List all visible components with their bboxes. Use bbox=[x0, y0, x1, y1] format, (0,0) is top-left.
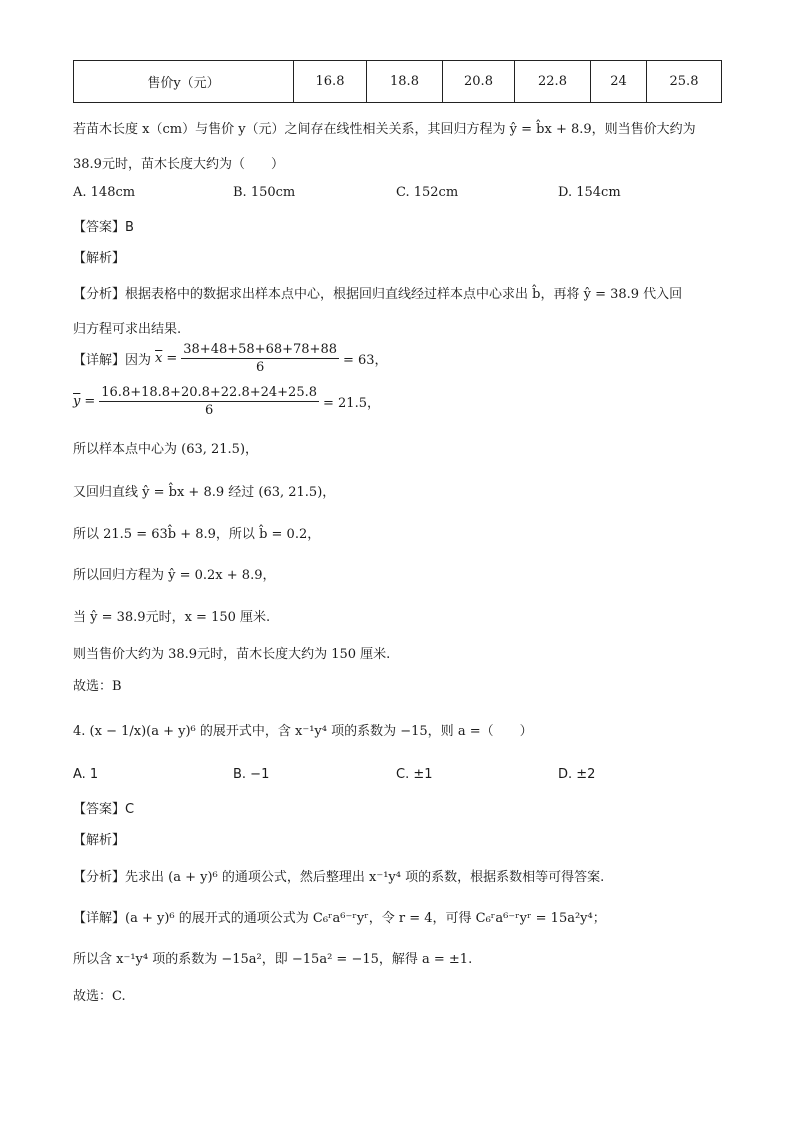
ybar-symbol: $\overline{y}$ bbox=[73, 394, 81, 409]
xbar-numerator: 38+48+58+68+78+88 bbox=[183, 342, 337, 357]
xbar-symbol: $\overline{x}$ bbox=[155, 351, 163, 366]
q4-option-c: C. ±1 bbox=[396, 767, 433, 782]
q4-option-d: D. ±2 bbox=[558, 767, 596, 782]
q3-when-line: 当 ŷ = 38.9元时，x = 150 厘米. bbox=[73, 610, 271, 625]
q3-analysis-line2: 归方程可求出结果. bbox=[73, 322, 182, 337]
q3-equation-line: 所以回归方程为 ŷ = 0.2x + 8.9， bbox=[73, 568, 276, 583]
q4-jiexi-label: 【解析】 bbox=[73, 833, 126, 848]
q4-analysis: 【分析】先求出 (a + y)⁶ 的通项公式，然后整理出 x⁻¹y⁴ 项的系数，根据系数相等可得答案. bbox=[73, 870, 605, 885]
q3-stem-line1: 若苗木长度 x（cm）与售价 y（元）之间存在线性相关关系，其回归方程为 ŷ = b̂x + 8.9，则当售价大约为 bbox=[73, 122, 696, 137]
table-cell: 25.8 bbox=[647, 61, 722, 103]
price-table bbox=[73, 60, 722, 103]
q3-analysis-line1: 【分析】根据表格中的数据求出样本点中心，根据回归直线经过样本点中心求出 b̂，再将 ŷ = 38.9 代入回 bbox=[73, 287, 683, 302]
q3-answer: 【答案】B bbox=[73, 220, 134, 235]
equals-sign: = bbox=[166, 351, 178, 366]
xbar-result: = 63， bbox=[342, 353, 388, 368]
ybar-fraction bbox=[99, 385, 319, 418]
ybar-numerator: 16.8+18.8+20.8+22.8+24+25.8 bbox=[101, 385, 317, 400]
q4-option-a: A. 1 bbox=[73, 767, 99, 782]
xbar-denominator: 6 bbox=[255, 360, 265, 375]
q3-center-line: 所以样本点中心为 (63, 21.5)， bbox=[73, 442, 259, 457]
table-cell: 20.8 bbox=[443, 61, 515, 103]
q4-option-b: B. −1 bbox=[233, 767, 270, 782]
q3-option-b: B. 150cm bbox=[233, 185, 296, 200]
q3-jiexi-label: 【解析】 bbox=[73, 251, 126, 266]
q3-conclusion-line: 则当售价大约为 38.9元时，苗木长度大约为 150 厘米. bbox=[73, 647, 391, 662]
q3-option-d: D. 154cm bbox=[558, 185, 621, 200]
table-cell: 24 bbox=[591, 61, 647, 103]
q3-choose-line: 故选：B bbox=[73, 679, 122, 694]
xbar-fraction bbox=[181, 342, 339, 375]
ybar-formula bbox=[73, 385, 380, 418]
table-cell: 18.8 bbox=[367, 61, 443, 103]
q4-coefficient-line: 所以含 x⁻¹y⁴ 项的系数为 −15a²，即 −15a² = −15，解得 a = ±1. bbox=[73, 952, 473, 967]
q3-solve-line: 所以 21.5 = 63b̂ + 8.9，所以 b̂ = 0.2， bbox=[73, 527, 321, 542]
q4-detail: 【详解】(a + y)⁶ 的展开式的通项公式为 C₆ʳa⁶⁻ʳyʳ，令 r = 4，可得 C₆ʳa⁶⁻ʳyʳ = 15a²y⁴； bbox=[73, 911, 606, 926]
q3-stem-line2: 38.9元时，苗木长度大约为（ ） bbox=[73, 157, 284, 172]
q4-choose-line: 故选：C. bbox=[73, 989, 126, 1004]
q3-option-c: C. 152cm bbox=[396, 185, 459, 200]
table-header-cell: 售价y（元） bbox=[74, 61, 294, 103]
detail-label: 【详解】因为 bbox=[73, 353, 152, 368]
table-cell: 16.8 bbox=[294, 61, 367, 103]
q4-stem: 4. (x − 1/x)(a + y)⁶ 的展开式中，含 x⁻¹y⁴ 项的系数为 −15，则 a =（ ） bbox=[73, 724, 533, 739]
table-row bbox=[74, 61, 722, 103]
table-cell: 22.8 bbox=[515, 61, 591, 103]
xbar-formula bbox=[73, 342, 388, 375]
q4-answer: 【答案】C bbox=[73, 802, 135, 817]
q3-again-line: 又回归直线 ŷ = b̂x + 8.9 经过 (63, 21.5)， bbox=[73, 485, 336, 500]
ybar-result: = 21.5， bbox=[323, 396, 380, 411]
equals-sign: = bbox=[84, 394, 96, 409]
ybar-denominator: 6 bbox=[204, 403, 214, 418]
q3-option-a: A. 148cm bbox=[73, 185, 136, 200]
